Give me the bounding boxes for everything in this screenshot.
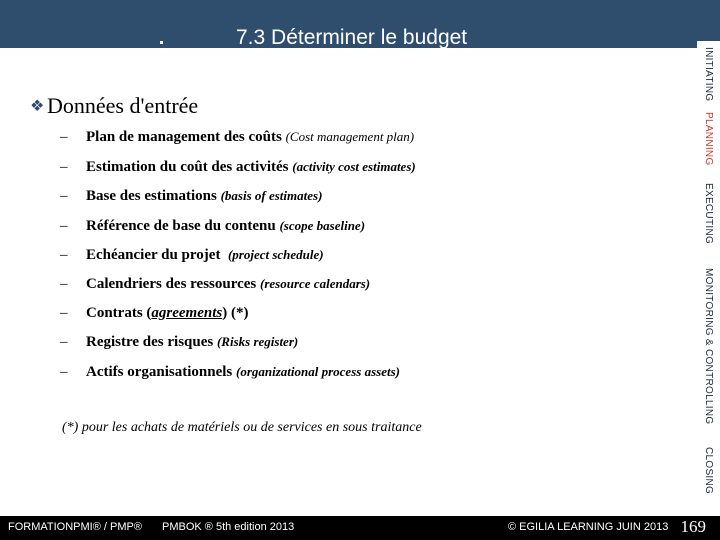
list-item: – Calendriers des ressources (resource calendars) [60, 276, 371, 292]
nav-executing[interactable]: EXECUTING [703, 183, 714, 245]
list-item: – Contrats (agreements) (*) [60, 305, 249, 321]
list-item: – Registre des risques (Risks register) [60, 334, 299, 350]
list-item: – Echéancier du projet (project schedule) [60, 247, 324, 263]
footer-center: PMBOK ® 5th edition 2013 [162, 521, 295, 533]
footer-right: © EGILIA LEARNING JUIN 2013 [508, 521, 669, 533]
process-group-nav [697, 41, 720, 499]
dash-bullet: – [60, 247, 68, 263]
list-item: – Référence de base du contenu (scope baseline) [60, 218, 366, 234]
title-dot [160, 41, 163, 44]
dash-bullet: – [60, 218, 68, 234]
title-bar [0, 0, 720, 48]
dash-bullet: – [60, 276, 68, 292]
nav-closing[interactable]: CLOSING [703, 447, 714, 495]
dash-bullet: – [60, 188, 68, 204]
nav-monitoring-controlling[interactable]: MONITORING & CONTROLLING [703, 267, 714, 425]
dash-bullet: – [60, 159, 68, 175]
footer-left: FORMATIONPMI® / PMP® [8, 521, 142, 533]
list-item: – Estimation du coût des activités (activity cost estimates) [60, 159, 416, 175]
section-heading: ❖ Données d'entrée [30, 93, 199, 118]
dash-bullet: – [60, 129, 68, 145]
list-item: – Base des estimations (basis of estimates) [60, 188, 323, 204]
nav-planning[interactable]: PLANNING [703, 112, 714, 166]
list-item: – Plan de management des coûts (Cost management plan) [60, 129, 415, 145]
footnote: (*) pour les achats de matériels ou de services en sous traitance [62, 420, 422, 435]
dash-bullet: – [60, 305, 68, 321]
list-item: – Actifs organisationnels (organizational process assets) [60, 364, 400, 380]
dash-bullet: – [60, 364, 68, 380]
page-number: 169 [680, 517, 706, 536]
diamond-bullet-icon: ❖ [30, 98, 45, 115]
slide-title: 7.3 Déterminer le budget [236, 26, 468, 49]
footer-bar [0, 516, 720, 540]
nav-initiating[interactable]: INITIATING [703, 46, 714, 102]
dash-bullet: – [60, 334, 68, 350]
